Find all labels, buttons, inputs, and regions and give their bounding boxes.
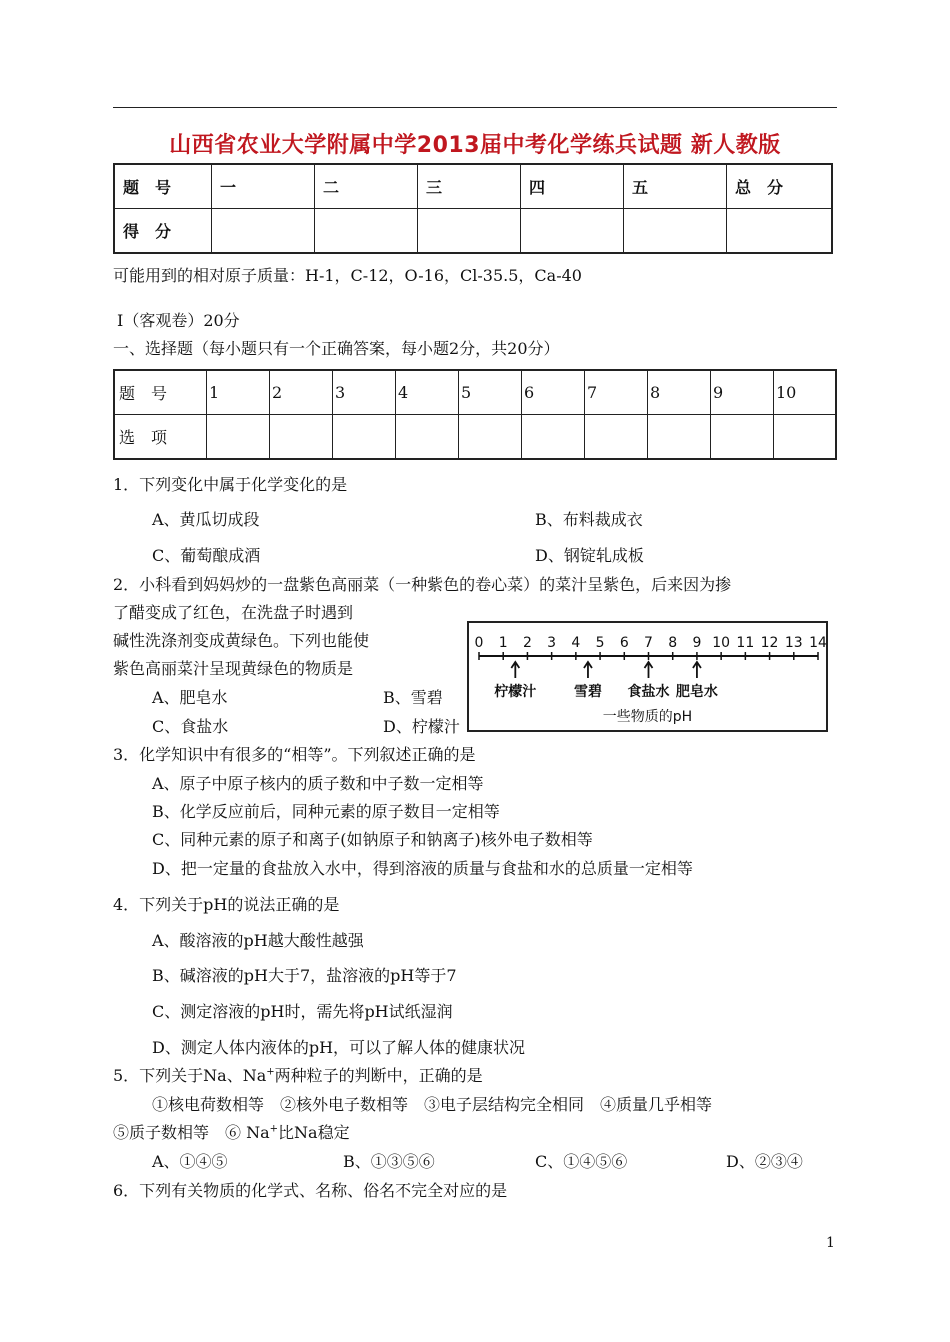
q3-option-a: A、原子中原子核内的质子数和中子数一定相等 [152,774,484,793]
score-cell[interactable] [315,209,418,254]
atomic-mass-line: 可能用到的相对原子质量：H-1，C-12，O-16，Cl-35.5，Ca-40 [113,266,582,285]
answer-cell[interactable] [711,415,774,460]
q5-option-b: B、①③⑤⑥ [343,1152,435,1171]
q5-option-c: C、①④⑤⑥ [535,1152,628,1171]
answer-number: 2 [270,370,333,415]
q2-stem-line2: 了醋变成了红色，在洗盘子时遇到 [113,603,354,622]
score-cell[interactable] [521,209,624,254]
ph-tick-label: 6 [619,635,629,651]
ph-marker-arrow [584,662,592,678]
ph-tick-label: 8 [668,635,678,651]
ph-tick-label: 3 [547,635,557,651]
q1-option-b: B、布料裁成衣 [535,510,643,529]
q5-stem [113,1066,483,1086]
ph-tick-label: 11 [736,635,755,651]
q5-opts2-post: 比Na稳定 [278,1123,350,1142]
ph-marker-arrow [511,662,519,678]
ph-marker-label: 柠檬汁 [494,684,537,700]
q3-stem: 3．化学知识中有很多的“相等”。下列叙述正确的是 [113,745,476,764]
ph-marker-label: 食盐水 [627,684,670,700]
q5-options-line1: ①核电荷数相等 ②核外电子数相等 ③电子层结构完全相同 ④质量几乎相等 [152,1095,713,1114]
ph-marker-arrow [645,662,653,678]
ph-tick-label: 5 [595,635,605,651]
answer-number: 9 [711,370,774,415]
score-cell[interactable] [727,209,833,254]
answer-number: 6 [522,370,585,415]
score-header-cell: 三 [418,164,521,209]
q4-stem: 4．下列关于pH的说法正确的是 [113,895,340,914]
q1-option-c: C、葡萄酿成酒 [152,546,261,565]
ph-tick-label: 1 [498,635,508,651]
score-header-cell: 四 [521,164,624,209]
score-cell[interactable] [212,209,315,254]
q5-opts2-sup: + [269,1123,279,1135]
section1-heading: 一、选择题（每小题只有一个正确答案，每小题2分，共20分） [113,339,560,358]
answer-cell[interactable] [270,415,333,460]
answer-table [113,369,837,460]
q6-stem: 6．下列有关物质的化学式、名称、俗名不完全对应的是 [113,1181,508,1200]
score-table [113,163,833,254]
answer-table-number-row [114,370,836,415]
q4-option-d: D、测定人体内液体的pH，可以了解人体的健康状况 [152,1038,526,1057]
score-row-label: 得 分 [114,209,212,254]
q4-option-b: B、碱溶液的pH大于7，盐溶液的pH等于7 [152,966,457,985]
ph-marker-arrow [693,662,701,678]
q2-stem-line1: 2．小科看到妈妈炒的一盘紫色高丽菜（一种紫色的卷心菜）的菜汁呈紫色，后来因为掺 [113,575,732,594]
ph-tick-label: 7 [644,635,653,651]
ph-tick-label: 14 [809,635,827,651]
answer-number: 1 [207,370,270,415]
answer-row-label: 题 号 [114,370,207,415]
score-header-cell: 二 [315,164,418,209]
answer-number: 5 [459,370,522,415]
answer-row-label: 选 项 [114,415,207,460]
ph-tick-label: 2 [522,635,532,651]
q2-option-c: C、食盐水 [152,717,229,736]
q4-option-a: A、酸溶液的pH越大酸性越强 [152,931,364,950]
q5-option-a: A、①④⑤ [152,1152,228,1171]
answer-cell[interactable] [459,415,522,460]
score-table-header-row [114,164,832,209]
q4-option-c: C、测定溶液的pH时，需先将pH试纸湿润 [152,1002,453,1021]
q3-option-b: B、化学反应前后，同种元素的原子数目一定相等 [152,802,500,821]
answer-cell[interactable] [585,415,648,460]
header-rule [113,107,837,108]
ph-tick-label: 9 [692,635,702,651]
q2-option-b: B、雪碧 [383,688,443,707]
score-header-label: 题 号 [114,164,212,209]
q2-stem-line3: 碱性洗涤剂变成黄绿色。下列也能使 [113,631,370,650]
answer-number: 3 [333,370,396,415]
score-cell[interactable] [418,209,521,254]
ph-tick-label: 12 [760,635,779,651]
document-title: 山西省农业大学附属中学2013届中考化学练兵试题 新人教版 [169,133,781,158]
answer-cell[interactable] [396,415,459,460]
ph-tick-label: 10 [712,635,731,651]
score-header-cell: 五 [624,164,727,209]
answer-cell[interactable] [522,415,585,460]
ph-scale-figure [467,621,828,732]
answer-table-option-row [114,415,836,460]
q3-option-d: D、把一定量的食盐放入水中，得到溶液的质量与食盐和水的总质量一定相等 [152,859,693,878]
part1-heading: Ⅰ（客观卷）20分 [117,311,240,330]
page-number: 1 [826,1235,835,1251]
answer-cell[interactable] [333,415,396,460]
score-header-cell: 一 [212,164,315,209]
answer-cell[interactable] [207,415,270,460]
ph-tick-label: 0 [474,635,484,651]
q1-option-a: A、黄瓜切成段 [152,510,260,529]
q5-stem-sup: + [266,1066,275,1078]
q2-option-d: D、柠檬汁 [383,717,460,736]
q5-opts2-pre: ⑤质子数相等 ⑥ Na [113,1123,270,1142]
q2-option-a: A、肥皂水 [152,688,228,707]
answer-cell[interactable] [774,415,837,460]
q3-option-c: C、同种元素的原子和离子(如钠原子和钠离子)核外电子数相等 [152,830,593,849]
answer-number: 4 [396,370,459,415]
q2-stem-line4: 紫色高丽菜汁呈现黄绿色的物质是 [113,659,354,678]
score-cell[interactable] [624,209,727,254]
score-table-score-row [114,209,832,254]
q5-stem-pre: 5．下列关于Na、Na [113,1066,267,1085]
answer-cell[interactable] [648,415,711,460]
answer-number: 10 [774,370,837,415]
ph-tick-label: 13 [784,635,803,651]
q5-option-d: D、②③④ [726,1152,803,1171]
score-header-total: 总 分 [727,164,833,209]
ph-caption: 一些物质的pH [602,709,693,725]
ph-marker-label: 肥皂水 [675,684,718,700]
q1-option-d: D、钢锭轧成板 [535,546,644,565]
ph-tick-label: 4 [571,635,581,651]
answer-number: 7 [585,370,648,415]
answer-number: 8 [648,370,711,415]
q1-stem: 1．下列变化中属于化学变化的是 [113,475,348,494]
q5-options-line2 [113,1123,350,1143]
q5-stem-post: 两种粒子的判断中，正确的是 [274,1066,483,1085]
ph-marker-label: 雪碧 [573,684,602,700]
